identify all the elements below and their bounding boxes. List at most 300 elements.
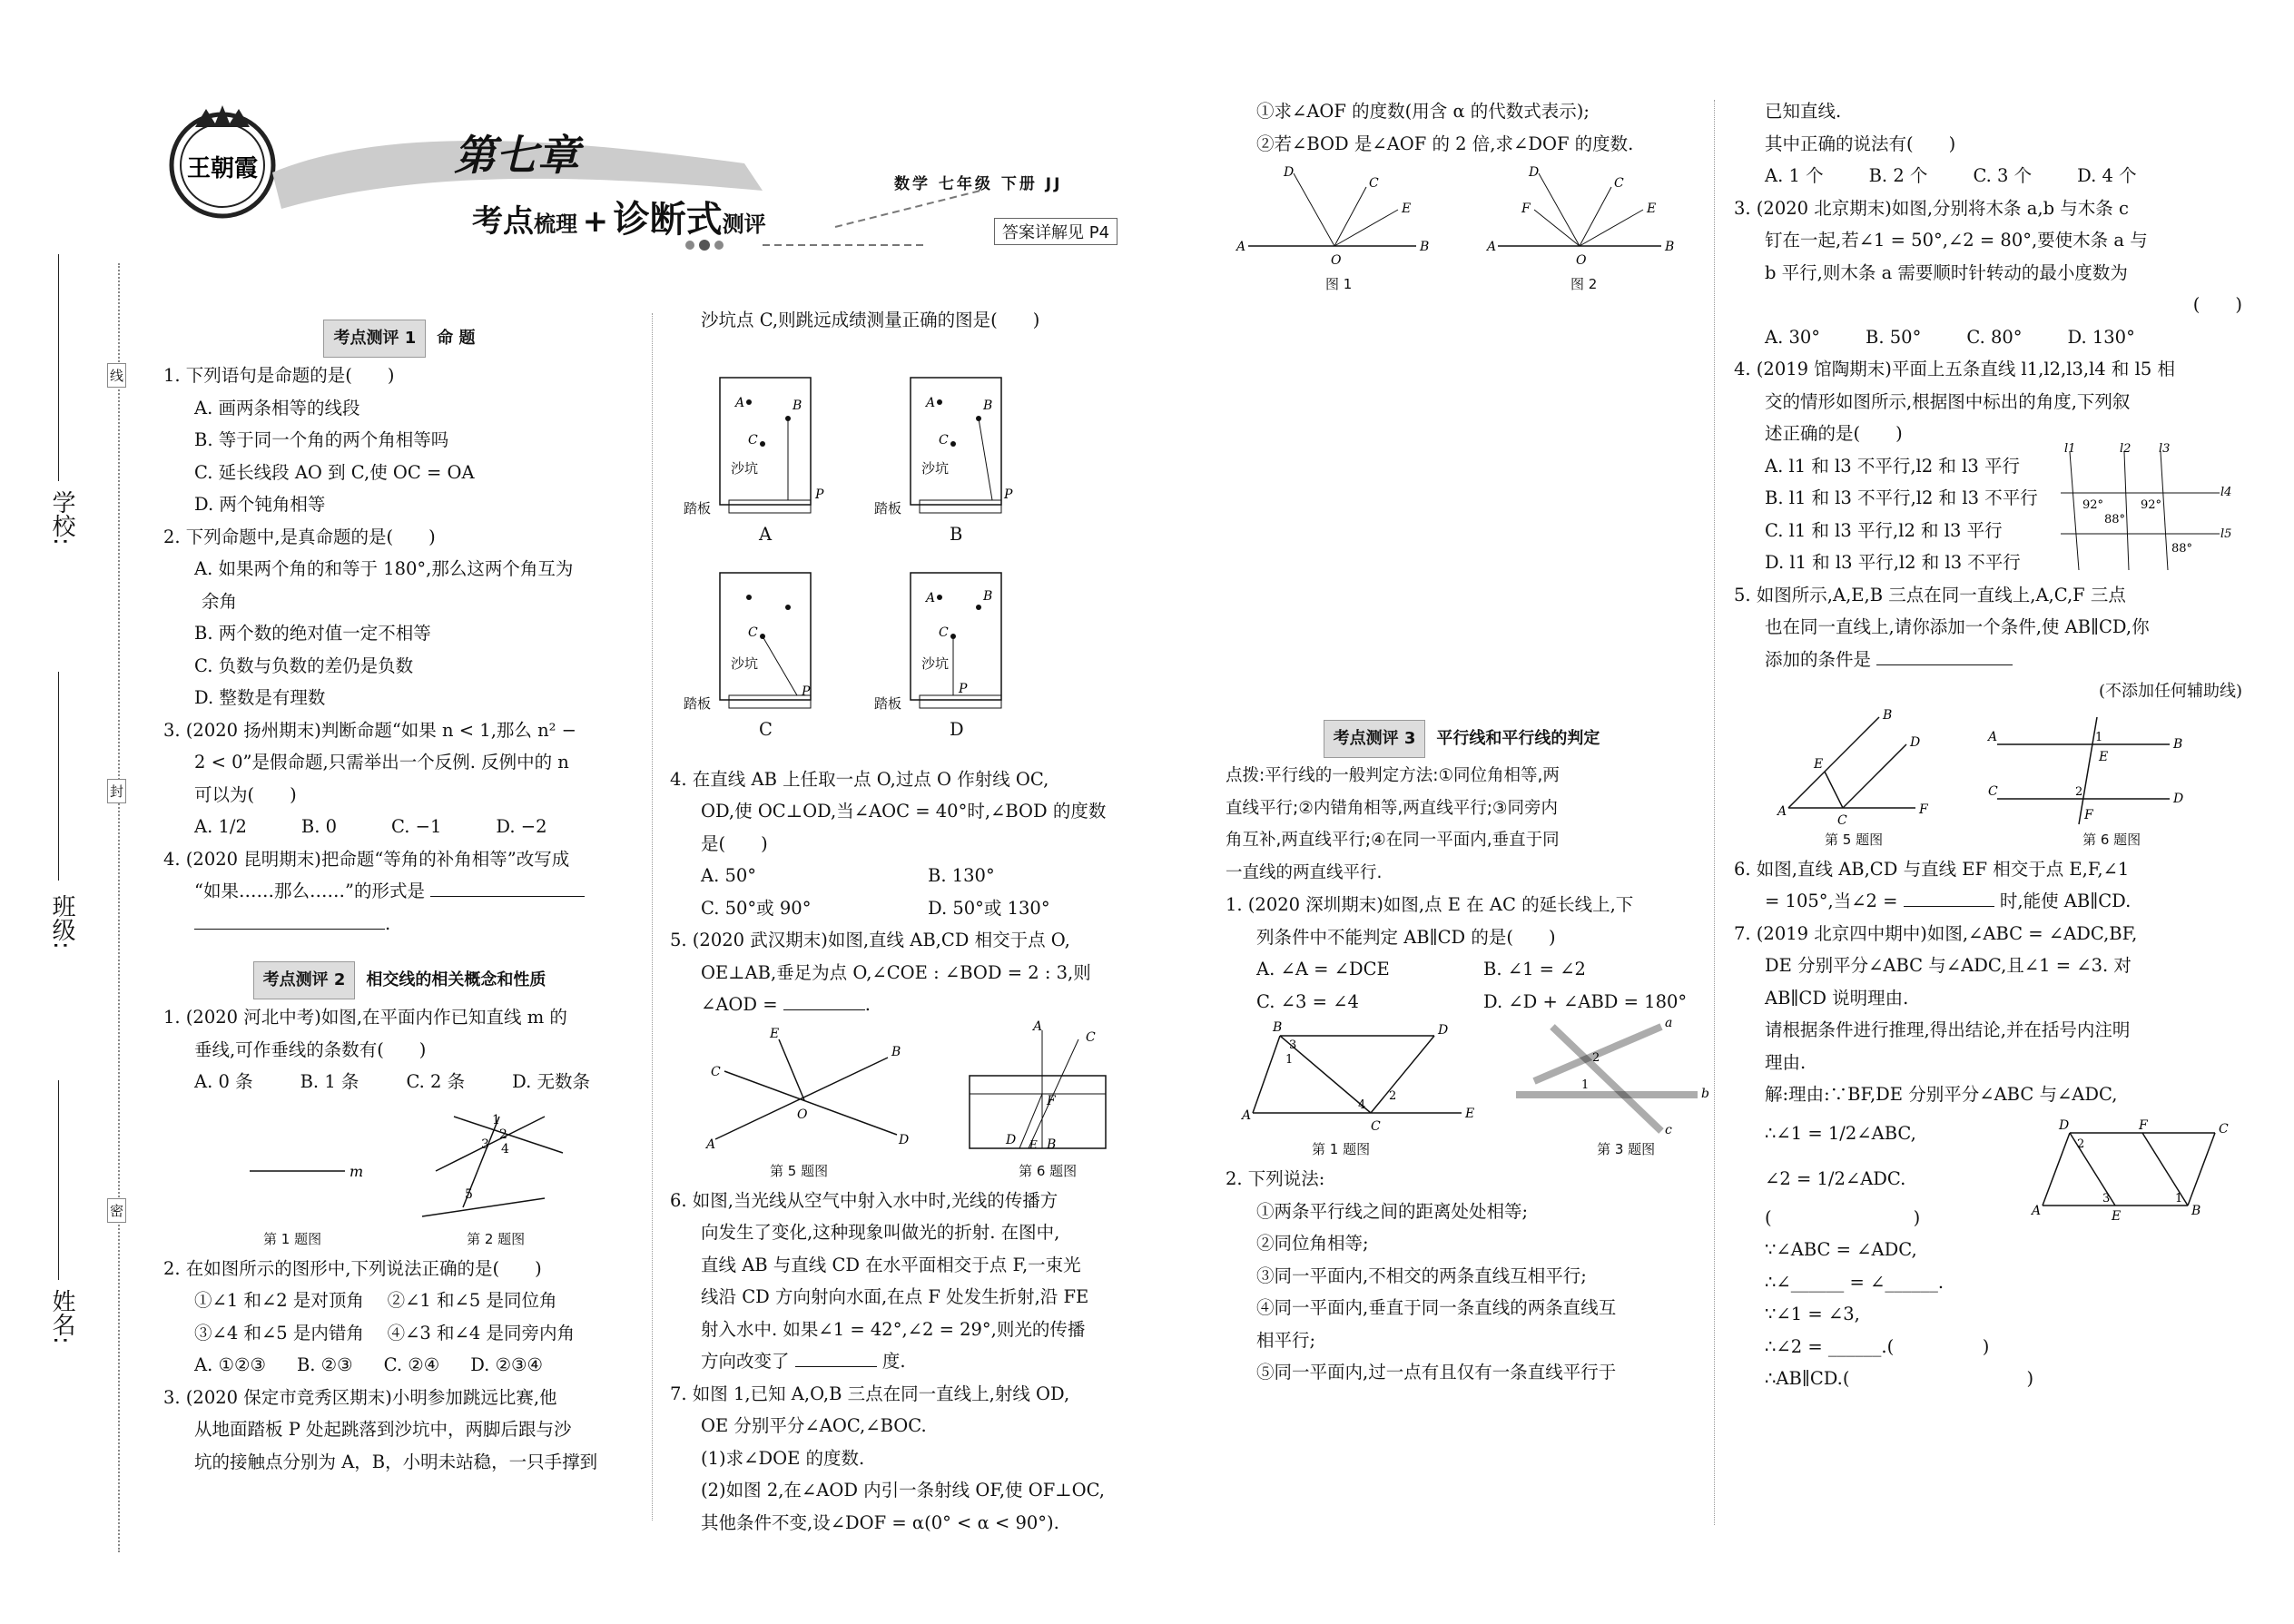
section-title: 相交线的相关概念和性质	[366, 970, 546, 990]
choice: C. −1	[391, 816, 442, 837]
question-cont: 钉在一起,若∠1 = 50°,∠2 = 80°,要使木条 a 与	[1765, 230, 2148, 251]
choice: D. ②③④	[470, 1354, 544, 1375]
svg-text:P: P	[815, 487, 824, 502]
svg-text:b: b	[1701, 1087, 1709, 1101]
q4-block	[1734, 441, 2242, 579]
svg-text:C: C	[939, 432, 949, 448]
question: 1. 下列语句是命题的是( )	[163, 365, 395, 386]
question-text: 度.	[881, 1351, 906, 1372]
svg-text:A: A	[926, 590, 936, 605]
figure-captions	[670, 1157, 1151, 1185]
proof-line[interactable]: ( )	[1765, 1206, 1921, 1228]
choice: B. 0	[300, 816, 338, 837]
choice: C. 负数与负数的差仍是负数	[194, 655, 414, 676]
choice: B. 50°	[1866, 326, 1922, 348]
statement: ②同位角相等;	[1256, 1233, 1369, 1254]
question-cont: 垂线,可作垂线的条数有( )	[194, 1038, 427, 1060]
question-cont: 列条件中不能判定 AB∥CD 的是( )	[1256, 926, 1556, 948]
choice: A. 1 个	[1765, 165, 1824, 186]
figure-captions	[163, 1225, 635, 1253]
answer-blank[interactable]	[430, 876, 585, 897]
choice-row	[1226, 986, 1698, 1019]
section-title: 平行线和平行线的判定	[1436, 729, 1600, 749]
choice: A. 30°	[1765, 326, 1821, 348]
choice-row	[1226, 953, 1698, 986]
choice: D. 整数是有理数	[194, 687, 326, 708]
svg-text:B: B	[983, 398, 993, 413]
svg-text:A: A	[1487, 240, 1497, 254]
svg-text:C: C	[1614, 176, 1624, 191]
question: 4. (2019 馆陶期末)平面上五条直线 l1,l2,l3,l4 和 l5 相	[1734, 359, 2175, 379]
choice: B. 2 个	[1868, 165, 1928, 186]
class-label: 班级:	[48, 894, 75, 950]
option-label: B	[950, 523, 963, 545]
section-tag: 考点测评 3	[1324, 720, 1426, 758]
choice: B. ②③	[296, 1354, 353, 1375]
figures-angles	[1226, 160, 1698, 296]
answer-ref: 答案详解见 P4	[994, 218, 1117, 245]
answer-blank[interactable]	[795, 1346, 877, 1367]
svg-text:C: C	[711, 1064, 721, 1079]
statement: ①两条平行线之间的距离处处相等;	[1256, 1200, 1529, 1222]
question-cont: OE⊥AB,垂足为点 O,∠COE : ∠BOD = 2 : 3,则	[701, 961, 1091, 983]
svg-text:1: 1	[2095, 730, 2103, 744]
choice: D. 无数条	[512, 1071, 591, 1092]
figure-caption: 图 1	[1325, 276, 1353, 292]
figure-caption: 第 1 题图	[1312, 1141, 1371, 1157]
question: 7. 如图 1,已知 A,O,B 三点在同一直线上,射线 OD,	[670, 1383, 1070, 1404]
proof-line[interactable]: ∴AB∥CD.( )	[1765, 1368, 2034, 1389]
question-text: ∠AOD =	[701, 994, 778, 1015]
statement: ③同一平面内,不相交的两条直线互相平行;	[1256, 1265, 1587, 1286]
svg-text:F: F	[2084, 807, 2093, 822]
chapter-title: 第七章	[454, 131, 579, 180]
blank-answer-space[interactable]	[1226, 296, 1698, 709]
question-text: “如果……那么……”的形式是	[194, 881, 425, 901]
statement: 已知直线.	[1765, 101, 1842, 122]
svg-text:C: C	[1371, 1119, 1381, 1134]
choice: A. 1/2	[194, 816, 247, 837]
svg-text:C: C	[748, 432, 758, 448]
question-cont: 其中正确的说法有( )	[1765, 133, 1956, 154]
board-label: 踏板	[874, 694, 902, 712]
choice: A. l1 和 l3 不平行,l2 和 l3 平行	[1765, 455, 2020, 477]
svg-text:C: C	[1837, 812, 1847, 828]
question-cont	[670, 1345, 1151, 1378]
long-jump-figures	[670, 337, 1151, 763]
choice: A. ①②③	[194, 1354, 266, 1375]
choice: D. 50°或 130°	[928, 897, 1050, 919]
question: 5. 如图所示,A,E,B 三点在同一直线上,A,C,F 三点	[1734, 584, 2126, 605]
svg-text:E: E	[1814, 756, 1824, 772]
svg-text:F: F	[1521, 202, 1531, 216]
figure-caption: 第 2 题图	[467, 1230, 526, 1247]
choice-cont: 余角	[202, 590, 238, 612]
question-cont: (1)求∠DOE 的度数.	[701, 1447, 865, 1469]
svg-text:E: E	[1647, 202, 1657, 216]
question-text: 添加的条件是	[1765, 648, 1872, 670]
svg-text:F: F	[1919, 802, 1928, 817]
svg-text:l1: l1	[2064, 441, 2076, 456]
svg-text:A: A	[926, 395, 936, 410]
svg-text:B: B	[983, 588, 993, 604]
question-cont: ③∠4 和∠5 是内错角 ④∠3 和∠4 是同旁内角	[194, 1322, 575, 1343]
svg-text:D: D	[2059, 1118, 2070, 1133]
svg-text:P: P	[802, 684, 811, 699]
choice: B. 1 条	[300, 1071, 359, 1092]
section-tag: 考点测评 1	[323, 320, 426, 358]
choice: C. ∠3 = ∠4	[1256, 990, 1359, 1012]
column-2	[670, 304, 1151, 1539]
svg-text:A: A	[1988, 729, 1998, 744]
svg-text:F: F	[2139, 1118, 2148, 1133]
svg-text:B: B	[1273, 1020, 1283, 1035]
subtitle-part: 考点	[472, 203, 534, 240]
choice: B. l1 和 l3 不平行,l2 和 l3 不平行	[1765, 487, 2038, 508]
svg-text:A: A	[1242, 1108, 1252, 1123]
proof-line[interactable]: ∴∠2 = ______.( )	[1765, 1335, 1990, 1357]
question-cont	[163, 875, 635, 908]
subtitle-part: 梳理	[534, 212, 577, 237]
svg-text:c: c	[1665, 1123, 1672, 1137]
question-cont: DE 分别平分∠ABC 与∠ADC,且∠1 = ∠3. 对	[1765, 955, 2132, 976]
choice-row	[670, 892, 1151, 925]
choice-row	[670, 860, 1151, 892]
svg-text:A: A	[1236, 240, 1246, 254]
question: 1. (2020 深圳期末)如图,点 E 在 AC 的延长线上,下	[1226, 894, 1634, 915]
column-divider	[652, 313, 653, 1521]
svg-text:B: B	[1665, 240, 1675, 254]
question-cont: 直线 AB 与直线 CD 在水平面相交于点 F,一束光	[701, 1254, 1081, 1275]
svg-text:E: E	[2099, 749, 2109, 764]
question-cont: 射入水中. 如果∠1 = 42°,∠2 = 29°,则光的传播	[701, 1318, 1086, 1340]
subtitle-part: 测评	[722, 212, 766, 237]
svg-text:P: P	[959, 681, 968, 696]
svg-text:3: 3	[481, 1137, 489, 1152]
choice: A. 如果两个角的和等于 180°,那么这两个角互为	[194, 558, 574, 579]
answer-blank[interactable]	[783, 989, 865, 1010]
tip-text: 直线平行;②内错角相等,两直线平行;③同旁内	[1226, 798, 1559, 818]
svg-text:A: A	[735, 395, 745, 410]
svg-text:O: O	[1576, 253, 1587, 268]
sand-label: 沙坑	[731, 459, 759, 477]
question-cont: AB∥CD 说明理由.	[1765, 987, 1909, 1009]
question-cont: 坑的接触点分别为 A，B，小明未站稳，一只手撑到	[194, 1451, 598, 1472]
figure-caption: 第 6 题图	[1019, 1162, 1078, 1179]
question-text: 方向改变了	[701, 1351, 790, 1372]
geometry-figure	[1734, 708, 2242, 826]
question: 6. 如图,直线 AB,CD 与直线 EF 相交于点 E,F,∠1	[1734, 858, 2130, 880]
board-label: 踏板	[684, 694, 712, 712]
question-cont: 从地面踏板 P 处起跳落到沙坑中，两脚后跟与沙	[194, 1419, 572, 1440]
question: 2. 下列命题中,是真命题的是( )	[163, 526, 436, 547]
svg-text:B: B	[2173, 736, 2183, 752]
name-field	[58, 1080, 59, 1280]
svg-text:m: m	[350, 1162, 364, 1180]
svg-text:E: E	[1029, 1137, 1038, 1151]
choice-row	[163, 1066, 635, 1098]
svg-text:C: C	[748, 625, 758, 640]
school-field	[58, 254, 59, 481]
proof-line: ∠2 = 1/2∠ADC.	[1765, 1167, 1906, 1189]
svg-text:D: D	[1529, 165, 1540, 180]
svg-text:D: D	[1910, 734, 1921, 750]
svg-text:A: A	[1033, 1019, 1043, 1034]
school-label: 学校:	[48, 490, 75, 546]
choice: A. 画两条相等的线段	[194, 397, 360, 418]
section-header-3	[1226, 722, 1698, 756]
seal-mark: 封	[107, 779, 126, 803]
option-label: A	[759, 523, 773, 545]
svg-text:E: E	[770, 1026, 780, 1041]
geometry-figure	[163, 1098, 635, 1225]
question: 6. 如图,当光线从空气中射入水中时,光线的传播方	[670, 1189, 1058, 1211]
figure-captions	[1734, 826, 2242, 853]
svg-text:C: C	[1988, 783, 1998, 799]
figure-caption: 第 6 题图	[2082, 831, 2141, 848]
question-cont: b 平行,则木条 a 需要顺时针转动的最小度数为	[1765, 261, 2128, 283]
page-subtitle	[472, 191, 766, 242]
svg-text:2: 2	[1389, 1089, 1397, 1103]
question-cont	[1734, 644, 2242, 676]
choice: D. l1 和 l3 平行,l2 和 l3 不平行	[1765, 552, 2021, 573]
svg-text:A: A	[1777, 803, 1787, 819]
board-label: 踏板	[684, 499, 712, 517]
svg-text:E: E	[1402, 202, 1412, 216]
option-label: C	[759, 718, 773, 740]
class-field	[58, 672, 59, 881]
q7-proof	[1734, 1078, 2242, 1395]
question-cont: ①∠1 和∠2 是对顶角 ②∠1 和∠5 是同位角	[194, 1290, 557, 1311]
choice: C. ②④	[383, 1354, 440, 1375]
svg-text:D: D	[1438, 1023, 1449, 1038]
svg-text:A: A	[2032, 1204, 2042, 1218]
answer-blank[interactable]	[1876, 645, 2013, 665]
question-cont: ②若∠BOD 是∠AOF 的 2 倍,求∠DOF 的度数.	[1256, 133, 1634, 154]
svg-text:92°: 92°	[2082, 497, 2104, 512]
tip-text: 一直线的两直线平行.	[1226, 862, 1383, 882]
question: 2. 在如图所示的图形中,下列说法正确的是( )	[163, 1257, 542, 1279]
tip-text: 点拨:平行线的一般判定方法:①同位角相等,两	[1226, 766, 1560, 785]
note: (不添加任何辅助线)	[2098, 682, 2242, 701]
svg-text:B: B	[1883, 707, 1893, 723]
question-cont: 述正确的是( )	[1765, 423, 1903, 444]
figures-1-3	[1226, 1016, 1709, 1137]
statement: 相平行;	[1256, 1329, 1316, 1351]
svg-text:B: B	[793, 398, 802, 413]
svg-text:E: E	[1465, 1107, 1475, 1121]
question-cont: 是( )	[701, 832, 768, 854]
choice: C. 2 条	[406, 1071, 466, 1092]
question: 3. (2020 保定市竞秀区期末)小明参加跳远比赛,他	[163, 1386, 557, 1408]
board-label: 踏板	[874, 499, 902, 517]
svg-text:C: C	[1369, 176, 1379, 191]
choice: B. 130°	[928, 865, 995, 886]
figure-caption: 图 2	[1570, 276, 1598, 292]
geometry-figure	[670, 1021, 1151, 1157]
question-cont: OD,使 OC⊥OD,当∠AOC = 40°时,∠BOD 的度数	[701, 801, 1107, 822]
question: 4. 在直线 AB 上任取一点 O,过点 O 作射线 OC,	[670, 768, 1049, 790]
book-meta: 数学 七年级 下册 JJ	[894, 175, 1063, 193]
choice-row	[1734, 160, 2242, 192]
svg-text:2: 2	[499, 1127, 507, 1142]
choice: C. 3 个	[1973, 165, 2033, 186]
svg-text:88°: 88°	[2104, 512, 2126, 527]
question: 3. (2020 扬州期末)判断命题“如果 n < 1,那么 n² −	[163, 719, 577, 741]
header-logo	[159, 100, 286, 227]
question-cont: 理由.	[1765, 1051, 1807, 1073]
question-text: = 105°,当∠2 =	[1765, 891, 1898, 911]
svg-text:l5: l5	[2220, 527, 2232, 541]
choice-row	[163, 1349, 635, 1382]
choice: C. 50°或 90°	[701, 897, 812, 919]
subtitle-plus: +	[582, 203, 609, 240]
choice: D. ∠D + ∠ABD = 180°	[1483, 990, 1688, 1012]
svg-text:a: a	[1665, 1016, 1673, 1030]
svg-text:E: E	[2112, 1209, 2122, 1224]
question: 5. (2020 武汉期末)如图,直线 AB,CD 相交于点 O,	[670, 930, 1070, 950]
geometry-figure	[1226, 160, 1698, 296]
section-tag: 考点测评 2	[253, 961, 356, 999]
seal-mark: 线	[107, 363, 126, 388]
svg-text:1: 1	[1581, 1078, 1590, 1092]
question-cont: (2)如图 2,在∠AOD 内引一条射线 OF,使 OF⊥OC,	[701, 1480, 1106, 1501]
column-divider	[1714, 100, 1715, 1525]
seal-mark: 密	[107, 1198, 126, 1223]
svg-text:4: 4	[1358, 1098, 1366, 1112]
question-cont: 2 < 0”是假命题,只需举出一个反例. 反例中的 n	[194, 752, 569, 773]
svg-text:P: P	[1004, 487, 1013, 502]
answer-blank[interactable]	[194, 909, 385, 930]
choice: D. 130°	[2067, 326, 2135, 348]
svg-text:l3: l3	[2159, 441, 2171, 456]
svg-text:B: B	[1420, 240, 1430, 254]
svg-text:88°: 88°	[2171, 541, 2193, 556]
svg-text:D: D	[1284, 165, 1295, 180]
svg-text:O: O	[797, 1107, 808, 1122]
choice-row	[1734, 321, 2242, 354]
section-header-1	[163, 321, 635, 356]
long-jump-options	[670, 337, 1151, 763]
parallelogram-figure	[2024, 1115, 2233, 1224]
choice: C. 延长线段 AO 到 C,使 OC = OA	[194, 461, 475, 483]
choice: D. 两个钝角相等	[194, 494, 326, 515]
section-title: 命 题	[437, 329, 476, 349]
figure-caption: 第 3 题图	[1597, 1141, 1656, 1157]
choice: B. ∠1 = ∠2	[1483, 959, 1586, 979]
svg-text:C: C	[2219, 1122, 2229, 1137]
question-text: 时,能使 AB∥CD.	[1999, 891, 2132, 911]
svg-text:B: B	[2191, 1204, 2201, 1218]
question-cont: 线沿 CD 方向射向水面,在点 F 处发生折射,沿 FE	[701, 1286, 1089, 1307]
binding-dotted-line	[118, 263, 120, 1552]
question: 2. 下列说法:	[1226, 1168, 1325, 1189]
svg-text:2: 2	[2075, 784, 2083, 799]
answer-blank[interactable]	[1904, 886, 1994, 907]
svg-text:C: C	[939, 625, 949, 640]
svg-text:2: 2	[1592, 1051, 1600, 1065]
svg-text:B: B	[1047, 1137, 1057, 1152]
question-cont: ∠AOD = .	[670, 989, 1151, 1021]
svg-text:l4: l4	[2220, 485, 2232, 499]
geometry-figure	[1226, 1016, 1709, 1137]
sand-label: 沙坑	[921, 655, 950, 672]
figures-5-6	[670, 1021, 1151, 1157]
svg-text:F: F	[1047, 1093, 1056, 1108]
figures-5-6	[1734, 708, 2242, 826]
question-cont: 可以为( )	[194, 783, 297, 805]
proof-line[interactable]: ∴∠______ = ∠______.	[1765, 1271, 1944, 1293]
figures-1-2	[163, 1098, 635, 1225]
svg-text:1: 1	[2175, 1192, 2183, 1206]
tip-text: 角互补,两直线平行;④在同一平面内,垂直于同	[1226, 831, 1560, 850]
question: 1. (2020 河北中考)如图,在平面内作已知直线 m 的	[163, 1007, 567, 1028]
section-header-2	[163, 963, 635, 998]
question: 7. (2019 北京四中期中)如图,∠ABC = ∠ADC,BF,	[1734, 922, 2138, 944]
svg-text:C: C	[1086, 1029, 1096, 1045]
question-cont: 请根据条件进行推理,得出结论,并在括号内注明	[1765, 1019, 2131, 1040]
column-1	[163, 309, 635, 1478]
svg-text:3: 3	[2102, 1192, 2111, 1206]
column-3	[1226, 95, 1709, 1389]
choice: A. 50°	[701, 865, 757, 886]
question-cont: 向发生了变化,这种现象叫做光的折射. 在图中,	[701, 1222, 1060, 1243]
question: 4. (2020 昆明期末)把命题“等角的补角相等”改写成	[163, 848, 570, 870]
svg-text:D: D	[899, 1132, 910, 1147]
question-cont: 也在同一直线上,请你添加一个条件,使 AB∥CD,你	[1765, 616, 2150, 637]
svg-text:O: O	[1331, 253, 1342, 268]
question: 3. (2020 北京期末)如图,分别将木条 a,b 与木条 c	[1734, 197, 2129, 219]
choice: D. 4 个	[2077, 165, 2137, 186]
choice: A. 0 条	[194, 1071, 253, 1092]
proof-line: 解:理由:∵BF,DE 分别平分∠ABC 与∠ADC,	[1765, 1084, 2118, 1105]
question-cont: ①求∠AOF 的度数(用含 α 的代数式表示);	[1256, 101, 1590, 122]
question-cont: OE 分别平分∠AOC,∠BOC.	[701, 1415, 927, 1436]
five-lines-figure	[2052, 443, 2233, 579]
svg-text:5: 5	[465, 1186, 473, 1202]
statement: ⑤同一平面内,过一点有且仅有一条直线平行于	[1256, 1362, 1617, 1383]
name-label: 姓名:	[48, 1289, 75, 1344]
svg-text:4: 4	[501, 1141, 509, 1156]
svg-text:D: D	[2173, 791, 2184, 806]
statement: ④同一平面内,垂直于同一条直线的两条直线互	[1256, 1297, 1617, 1318]
svg-text:3: 3	[1289, 1038, 1297, 1052]
question-cont: 沙坑点 C,则跳远成绩测量正确的图是( )	[701, 310, 1040, 330]
question-cont: 其他条件不变,设∠DOF = α(0° < α < 90°).	[701, 1511, 1059, 1533]
figure-caption: 第 1 题图	[263, 1230, 322, 1247]
svg-text:2: 2	[2077, 1137, 2085, 1151]
svg-text:l2: l2	[2120, 441, 2132, 456]
svg-text:B: B	[891, 1044, 901, 1059]
logo-seal-icon	[159, 100, 286, 227]
question-cont	[1734, 885, 2242, 918]
logo-text: 王朝霞	[186, 155, 259, 182]
choice: C. l1 和 l3 平行,l2 和 l3 平行	[1765, 519, 2003, 541]
choice: D. −2	[496, 816, 547, 837]
subtitle-part: 诊断式	[613, 199, 723, 241]
question-cont: 交的情形如图所示,根据图中标出的角度,下列叙	[1765, 390, 2131, 412]
figure-caption: 第 5 题图	[770, 1162, 829, 1179]
proof-line: ∵∠ABC = ∠ADC,	[1765, 1239, 1917, 1260]
choice: A. ∠A = ∠DCE	[1256, 959, 1390, 979]
column-4	[1734, 95, 2242, 1395]
choice: B. 等于同一个角的两个角相等吗	[194, 429, 449, 450]
question-cont: .	[163, 908, 635, 940]
figure-captions	[1226, 1136, 1698, 1163]
choice-row	[163, 811, 635, 843]
proof-line: ∴∠1 = 1/2∠ABC,	[1765, 1122, 1916, 1144]
option-label: D	[950, 718, 964, 740]
